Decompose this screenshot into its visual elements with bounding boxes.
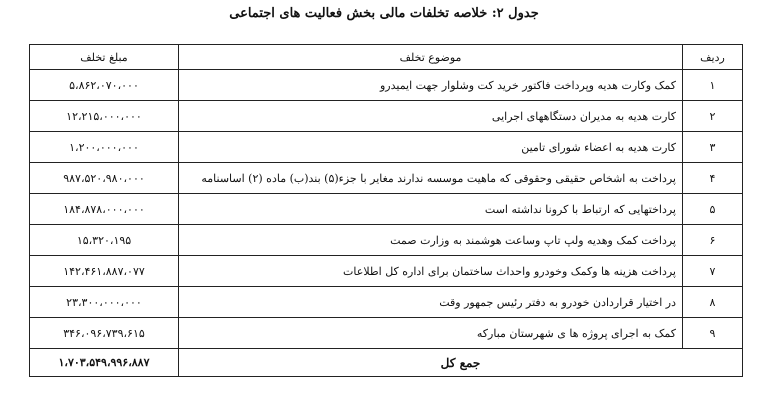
row-number: ۴: [683, 163, 743, 194]
table-body: [30, 70, 743, 349]
row-subject: کارت هدیه به مدیران دستگاههای اجرایی: [179, 101, 683, 132]
row-subject: پرداخت به اشخاص حقیقی وحقوقی که ماهیت موسسه ندارند مغایر با جزء(۵) بند(ب) ماده (۲) اساسنامه: [179, 163, 683, 194]
row-subject: در اختیار قراردادن خودرو به دفتر رئیس جمهور وقت: [179, 287, 683, 318]
row-subject: پرداخت کمک وهدیه ولپ تاپ وساعت هوشمند به وزارت صمت: [179, 225, 683, 256]
header-subject: موضوع تخلف: [179, 45, 683, 70]
row-subject: کمک وکارت هدیه وپرداخت فاکتور خرید کت وشلوار جهت ایمیدرو: [179, 70, 683, 101]
table-row: [30, 256, 743, 287]
table-row: [30, 287, 743, 318]
row-amount: ۱۵،۳۲۰،۱۹۵: [30, 225, 179, 256]
row-subject: کمک به اجرای پروژه ها ی شهرستان مبارکه: [179, 318, 683, 349]
row-number: ۵: [683, 194, 743, 225]
row-amount: ۵،۸۶۲،۰۷۰،۰۰۰: [30, 70, 179, 101]
row-amount: ۳۴۶،۰۹۶،۷۳۹،۶۱۵: [30, 318, 179, 349]
row-number: ۶: [683, 225, 743, 256]
table-row: [30, 318, 743, 349]
total-label: جمع کل: [179, 349, 743, 377]
row-subject: کارت هدیه به اعضاء شورای تامین: [179, 132, 683, 163]
row-subject: پرداخت هزینه ها وکمک وخودرو واحداث ساختمان برای اداره کل اطلاعات: [179, 256, 683, 287]
row-amount: ۱۴۲،۴۶۱،۸۸۷،۰۷۷: [30, 256, 179, 287]
header-amount: مبلغ تخلف: [30, 45, 179, 70]
table-row: [30, 70, 743, 101]
table-title: جدول ۲: خلاصه تخلفات مالی بخش فعالیت های اجتماعی: [229, 6, 539, 21]
row-number: ۱: [683, 70, 743, 101]
row-amount: ۱۲،۲۱۵،۰۰۰،۰۰۰: [30, 101, 179, 132]
row-amount: ۱،۲۰۰،۰۰۰،۰۰۰: [30, 132, 179, 163]
table-row: [30, 132, 743, 163]
row-number: ۲: [683, 101, 743, 132]
table-row: [30, 163, 743, 194]
row-amount: ۱۸۴،۸۷۸،۰۰۰،۰۰۰: [30, 194, 179, 225]
violations-table: [29, 44, 743, 377]
row-amount: ۹۸۷،۵۲۰،۹۸۰،۰۰۰: [30, 163, 179, 194]
row-number: ۳: [683, 132, 743, 163]
table-row: [30, 225, 743, 256]
header-row-no: ردیف: [683, 45, 743, 70]
row-number: ۹: [683, 318, 743, 349]
table-row: [30, 101, 743, 132]
row-subject: پرداختهایی که ارتباط با کرونا نداشته است: [179, 194, 683, 225]
row-number: ۸: [683, 287, 743, 318]
total-row: [30, 349, 743, 377]
table-row: [30, 194, 743, 225]
total-amount: ۱،۷۰۳،۵۴۹،۹۹۶،۸۸۷: [30, 349, 179, 377]
header-row: [30, 45, 743, 70]
row-number: ۷: [683, 256, 743, 287]
row-amount: ۲۳،۳۰۰،۰۰۰،۰۰۰: [30, 287, 179, 318]
